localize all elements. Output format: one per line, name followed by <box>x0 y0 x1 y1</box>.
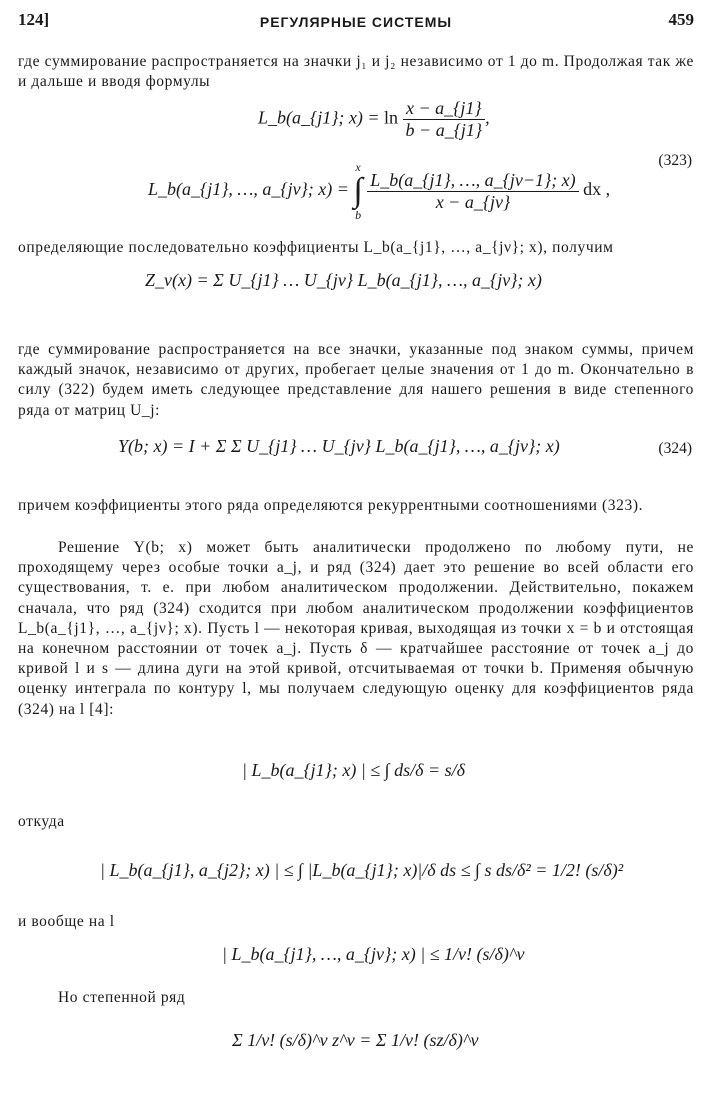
equation-324-label: (324) <box>658 440 692 457</box>
equation-1-numerator: x − a_{j1} <box>403 98 486 120</box>
equation-323-label: (323) <box>658 152 692 169</box>
equation-2-denominator: x − a_{jν} <box>435 191 511 212</box>
page-number: 459 <box>668 10 694 29</box>
equation-5: | L_b(a_{j1}; x) | ≤ ∫ ds/δ = s/δ <box>242 760 465 780</box>
paragraph-1: где суммирование распространяется на значки j₁ и j₂ независимо от 1 до m. Продолжая так же и дальше и вводя формулы <box>18 53 694 91</box>
paragraph-6: откуда <box>18 813 65 830</box>
equation-6: | L_b(a_{j1}, a_{j2}; x) | ≤ ∫ |L_b(a_{j1}; x)|/δ ds ≤ ∫ s ds/δ² = 1/2! (s/δ)² <box>100 860 624 880</box>
paragraph-4: причем коэффициенты этого ряда определяются рекуррентными соотношениями (323). <box>18 497 644 514</box>
equation-2-lhs: L_b(a_{j1}, …, a_{jν}; x) = <box>148 179 349 200</box>
paragraph-8: Но степенной ряд <box>58 989 186 1006</box>
equation-2-integral: x ∫ b <box>353 160 363 222</box>
running-title: РЕГУЛЯРНЫЕ СИСТЕМЫ <box>259 14 453 30</box>
equation-1: L_b(a_{j1}; x) = ln $\frac{x - a\_\{j1\}}{b - a\_\{j1\}}$ , <box>258 98 490 140</box>
equation-2-numerator: L_b(a_{j1}, …, a_{jν−1}; x) <box>367 170 578 192</box>
equation-1-fraction <box>403 98 486 141</box>
equation-3: Z_ν(x) = Σ U_{j1} … U_{jν} L_b(a_{j1}, …, a_{jν}; x) <box>145 270 542 290</box>
equation-2: L_b(a_{j1}, …, a_{jν}; x) = x ∫ b $\frac{L\_b(a\_\{j1\}, \dots, a\_\{j\nu-1\}; x)}{x - a\_\{j\nu\}}$ dx , <box>148 160 611 222</box>
equation-1-ln: ln <box>384 107 399 128</box>
equation-8: Σ 1/ν! (s/δ)^ν z^ν = Σ 1/ν! (sz/δ)^ν <box>232 1030 479 1050</box>
equation-1-denominator: b − a_{j1} <box>405 120 483 140</box>
equation-4: Y(b; x) = I + Σ Σ U_{j1} … U_{jν} L_b(a_{j1}, …, a_{jν}; x) <box>118 436 560 456</box>
paragraph-7: и вообще на l <box>18 913 115 930</box>
paragraph-3: где суммирование распространяется на все значки, указанные под знаком суммы, причем каждый значок, независимо от других, пробегает целые значения от 1 до m. Окончательно в силу (322) будем иметь следующее представление для нашего решения в виде степенного ряда от матриц U_j: <box>18 341 694 419</box>
paragraph-2: определяющие последовательно коэффициенты L_b(a_{j1}, …, a_{jν}; x), получим <box>18 239 614 256</box>
equation-1-lhs: L_b(a_{j1}; x) = <box>258 107 380 128</box>
section-number: 124] <box>18 10 50 29</box>
equation-2-fraction <box>367 170 578 213</box>
paragraph-5: Решение Y(b; x) может быть аналитически продолжено по любому пути, не проходящему через особые точки a_j, и ряд (324) дает это решение во всей области его существования, т. е. при любом аналитическом продолжении. Действительно, покажем сначала, что ряд (324) сходится при любом аналитическом продолжении коэффициентов L_b(a_{j1}, …, a_{jν}; x). Пусть l — некоторая кривая, выходящая из точки x = b и отстоящая на конечном расстоянии от точек a_j. Пусть δ — кратчайшее расстояние от точек a_j до кривой l и s — длина дуги на этой кривой, отсчитываемая от точки b. Применяя обычную оценку интеграла по контуру l, мы получаем следующую оценку для коэффициентов ряда (324) на l [4]: <box>18 539 694 718</box>
equation-7: | L_b(a_{j1}, …, a_{jν}; x) | ≤ 1/ν! (s/δ)^ν <box>222 944 525 964</box>
